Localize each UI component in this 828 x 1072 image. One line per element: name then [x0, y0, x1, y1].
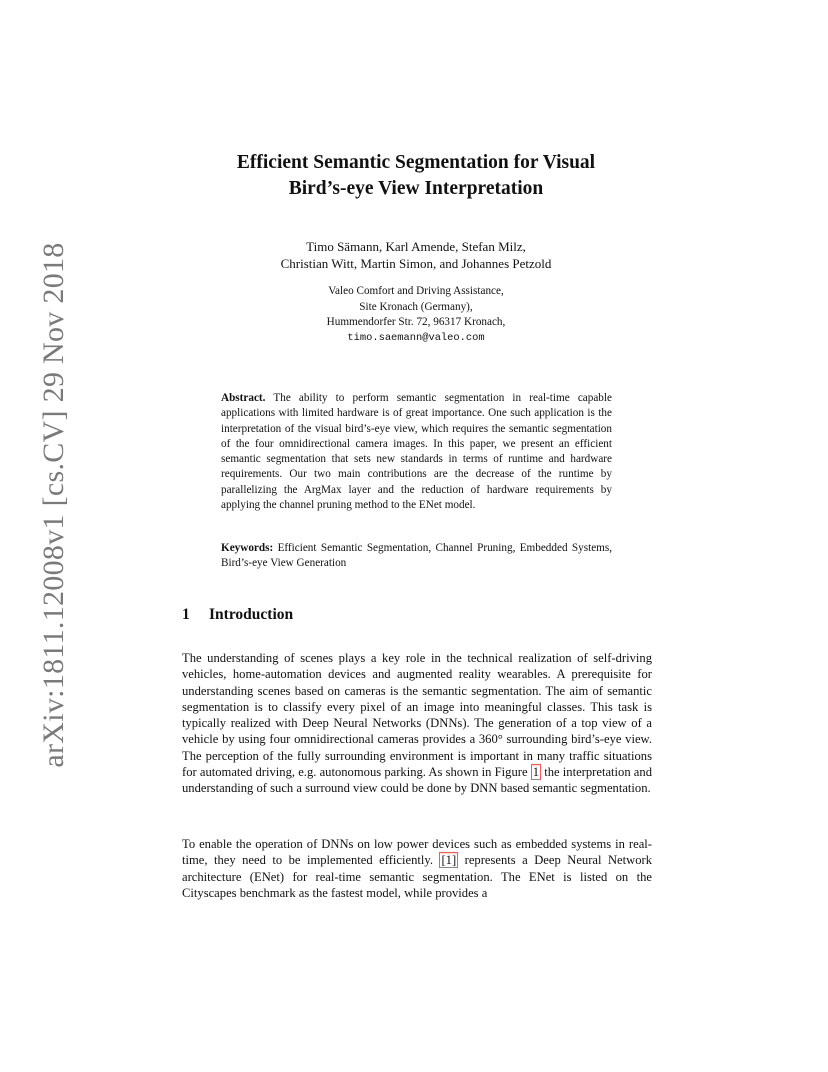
affiliation-line: Hummendorfer Str. 72, 96317 Kronach, — [326, 316, 506, 328]
affiliation-line: Site Kronach (Germany), — [359, 300, 473, 313]
author-list — [130, 238, 702, 272]
authors-line: Timo Sämann, Karl Amende, Stefan Milz, — [306, 239, 526, 254]
abstract — [221, 391, 612, 513]
paragraph-text: represents a Deep Neural Network architecture (ENet) for real-time semantic segmentation. The ENet is listed on the Cityscapes benchmark as the fastest model, while provides a — [182, 853, 653, 900]
keywords — [221, 541, 612, 572]
paragraph-text: The understanding of scenes plays a key role in the technical realization of self-driving vehicles, home-automation devices and augmented reality wearables. A prerequisite for understanding scenes based on cameras is the semantic segmentation. The aim of semantic segmentation is to classify every pixel of an image into meaningful classes. This task is typically realized with Deep Neural Networks (DNNs). The generation of a top view of a vehicle by using four omnidirectional cameras provides a 360° surrounding bird’s-eye view. The perception of the fully surrounding environment is important in many traffic situations for automated driving, e.g. autonomous parking. As shown in Figure — [182, 651, 652, 780]
section-title: Introduction — [209, 606, 294, 623]
paragraph-text: To enable the operation of DNNs on low power devices such as embedded systems in real-time, they need to be implemented efficiently. — [182, 837, 652, 868]
figure-reference-link[interactable]: 1 — [532, 765, 540, 780]
intro-paragraph-1 — [182, 650, 652, 797]
author-email: timo.saemann@valeo.com — [347, 331, 485, 344]
citation-link[interactable]: [1] — [441, 853, 457, 868]
keywords-text: Efficient Semantic Segmentation, Channel Pruning, Embedded Systems, Bird’s-eye View Generation — [221, 542, 613, 570]
abstract-text: The ability to perform semantic segmentation in real-time capable applications with limited hardware is of great importance. One such application is the interpretation of the visual bird’s-eye view, which requires the semantic segmentation of the four omnidirectional camera images. In this paper, we present an efficient semantic segmentation that sets new standards in terms of runtime and hardware requirements. Our two main contributions are the decrease of the runtime by parallelizing the ArgMax layer and the reduction of hardware requirements by applying the channel pruning method to the ENet model. — [221, 392, 612, 512]
keywords-label: Keywords: — [221, 542, 274, 554]
affiliation — [130, 284, 702, 346]
intro-paragraph-2 — [182, 836, 652, 901]
section-heading — [182, 606, 293, 624]
affiliation-line: Valeo Comfort and Driving Assistance, — [328, 285, 504, 297]
abstract-label: Abstract. — [221, 392, 266, 404]
paper-title — [130, 150, 702, 202]
authors-line: Christian Witt, Martin Simon, and Johannes Petzold — [280, 256, 552, 271]
paragraph-text: the interpretation and understanding of such a surround view could be done by DNN based semantic segmentation. — [182, 765, 652, 796]
section-number: 1 — [182, 606, 190, 623]
arxiv-identifier-stamp: arXiv:1811.12008v1 [cs.CV] 29 Nov 2018 — [37, 242, 70, 768]
title-line: Bird’s-eye View Interpretation — [288, 178, 544, 199]
title-line: Efficient Semantic Segmentation for Visual — [236, 152, 596, 173]
